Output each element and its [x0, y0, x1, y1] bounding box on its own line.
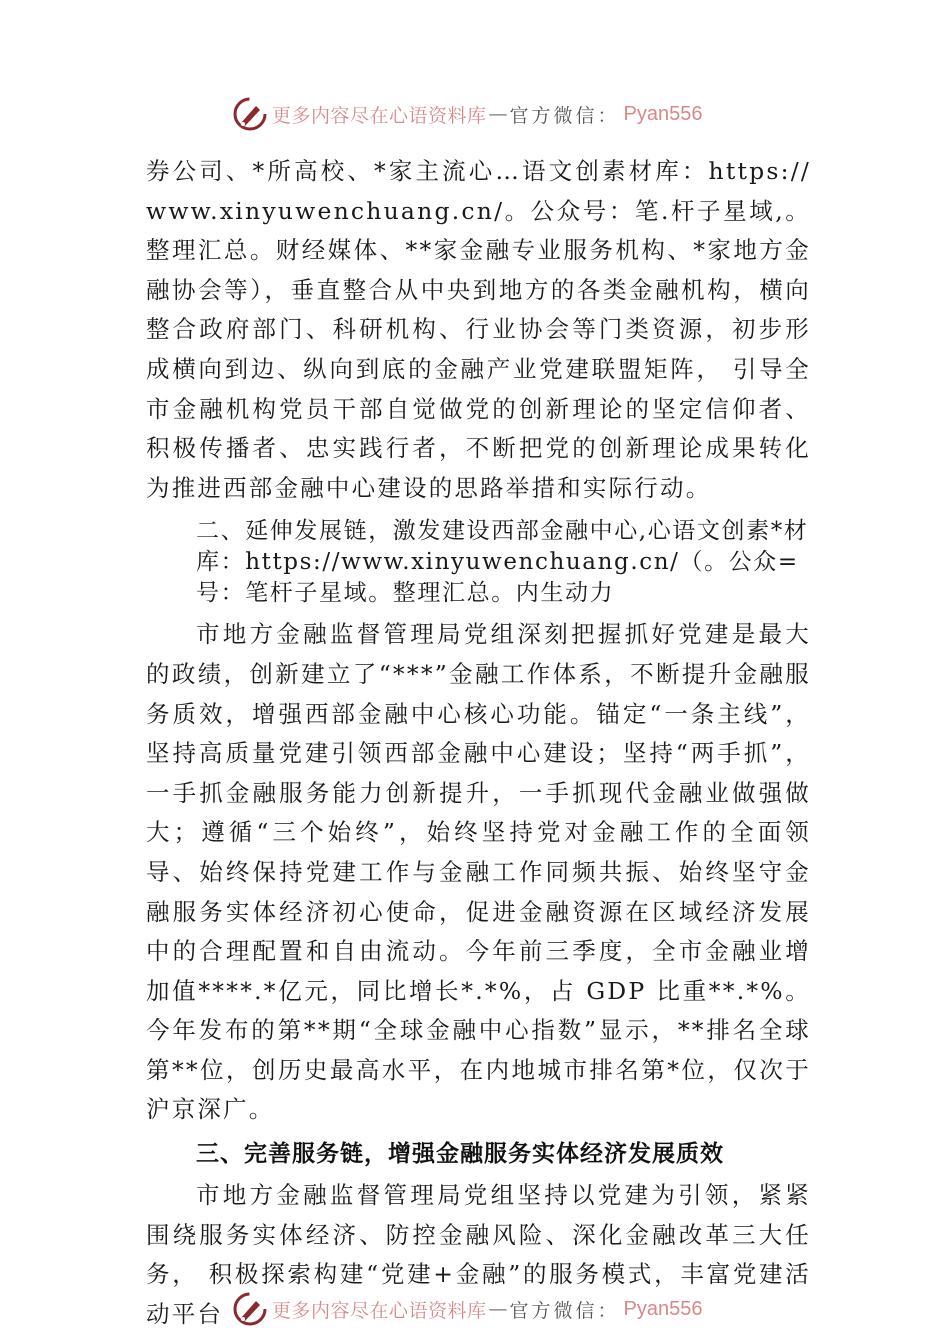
paragraph-3: 市地方金融监督管理局党组坚持以党建为引领，紧紧围绕服务实体经济、防控金融风险、深化金融改革三大任务， 积极探索构建“党建+金融”的服务模式，丰富党建活动平台	[146, 1181, 811, 1328]
pen-logo-icon	[232, 96, 268, 132]
banner-separator: —	[488, 1298, 508, 1320]
banner-wechat-id: Pyan556	[623, 102, 703, 125]
banner-slogan: 更多内容尽在心语资料库	[272, 104, 487, 127]
banner-wechat-label: 官方微信：	[509, 104, 620, 127]
paragraph-1: 券公司、*所高校、*家主流心…语文创素材库：https://www.xinyuwenchuang.cn/。公众号：笔.杆子星域,。整理汇总。财经媒体、**家金融专业服务机构、*家地方金融协会等），垂直整合从中央到地方的各类金融机构，横向整合政府部门、科研机构、行业协会等门类资源，初步形成横向到边、纵向到底的金融产业党建联盟矩阵， 引导全市金融机构党员干部自觉做党的创新理论的坚定信仰者、积极传播者、忠实践行者，不断把党的创新理论成果转化为推进西部金融中心建设的思路举措和实际行动。	[146, 157, 811, 502]
banner-slogan: 更多内容尽在心语资料库	[272, 1299, 487, 1322]
banner-separator: —	[488, 103, 508, 125]
section-3-heading: 三、完善服务链，增强金融服务实体经济发展质效	[196, 1141, 724, 1168]
document-body	[146, 152, 811, 1334]
paragraph-2: 市地方金融监督管理局党组深刻把握抓好党建是最大的政绩，创新建立了“***”金融工作体系，不断提升金融服务质效，增强西部金融中心核心功能。锚定“一条主线”，坚持高质量党建引领西部金融中心建设；坚持“两手抓”，一手抓金融服务能力创新提升，一手抓现代金融业做强做大；遵循“三个始终”，始终坚持党对金融工作的全面领导、始终保持党建工作与金融工作同频共振、始终坚守金融服务实体经济初心使命，促进金融资源在区域经济发展中的合理配置和自由流动。今年前三季度，全市金融业增加值****.*亿元，同比增长*.*%，占 GDP 比重**.*%。今年发布的第**期“全球金融中心指数”显示，**排名全球第**位，创历史最高水平，在内地城市排名第*位，仅次于沪京深广。	[146, 620, 811, 1124]
header-banner	[232, 94, 732, 134]
banner-wechat-id: Pyan556	[623, 1297, 703, 1320]
section-2-heading: 二、延伸发展链，激发建设西部金融中心,心语文创素*材库：https://www.xinyuwenchuang.cn/（。公众=号：笔杆子星域。整理汇总。内生动力	[196, 518, 809, 607]
footer-banner	[232, 1289, 732, 1329]
banner-wechat-label: 官方微信：	[509, 1299, 620, 1322]
pen-logo-icon	[232, 1291, 268, 1327]
